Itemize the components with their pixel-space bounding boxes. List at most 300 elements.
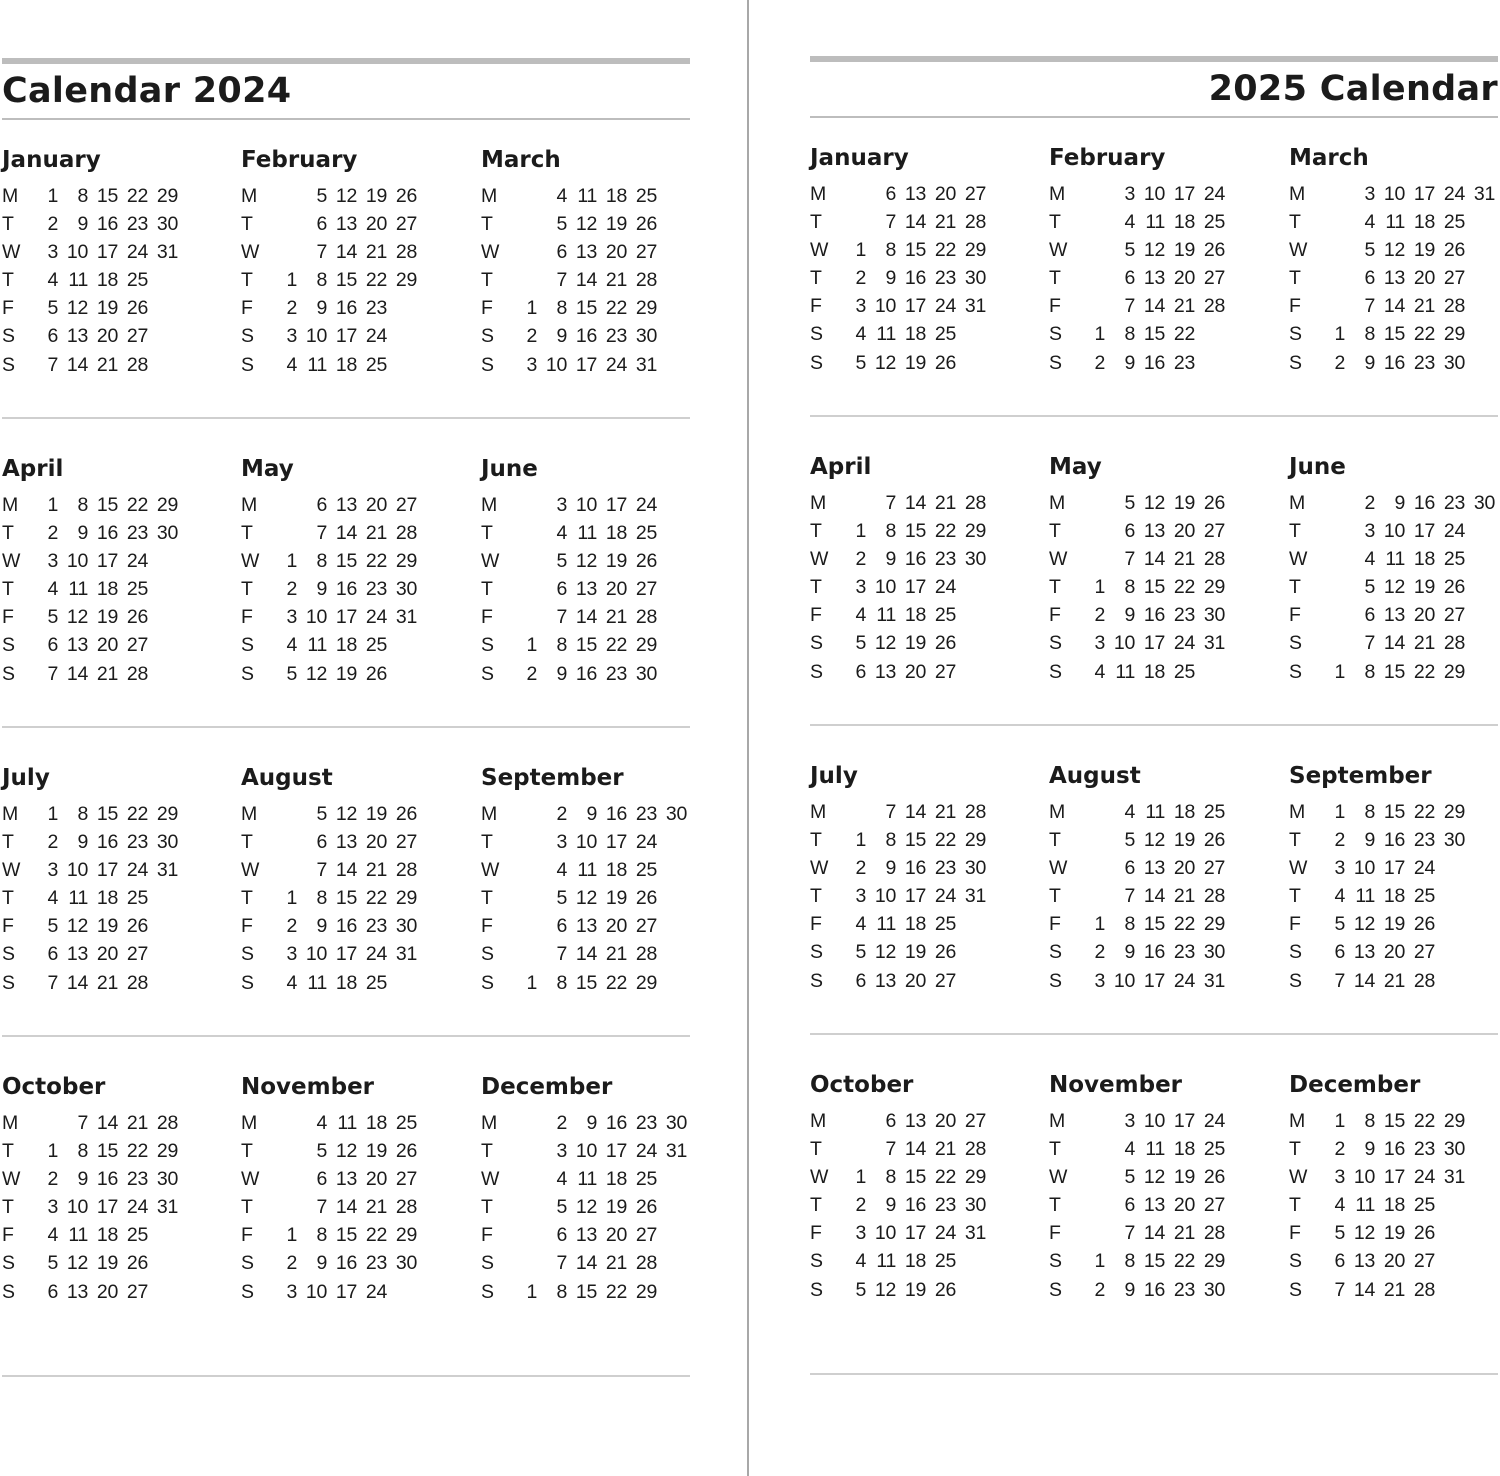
weekday-letter: T [2, 1139, 14, 1162]
weekday-row [241, 856, 417, 884]
day-number: 22 [1413, 1109, 1435, 1132]
day-number: 30 [395, 1252, 417, 1275]
weekday-letter: F [1289, 604, 1301, 627]
weekday-letter: T [810, 828, 822, 851]
weekday-letter: M [2, 184, 19, 207]
day-number: 22 [605, 1280, 627, 1303]
weekday-letter: W [1049, 547, 1068, 570]
day-number: 18 [904, 913, 926, 936]
day-number: 2 [855, 547, 866, 570]
day-number: 14 [335, 521, 357, 544]
weekday-row [1049, 798, 1225, 826]
month-name: June [1289, 454, 1346, 480]
day-number: 19 [365, 184, 387, 207]
day-number: 6 [885, 182, 896, 205]
day-number: 6 [1124, 519, 1135, 542]
day-number: 29 [156, 802, 178, 825]
weekday-letter: M [481, 802, 498, 825]
day-number: 27 [1203, 856, 1225, 879]
month-october [810, 1071, 986, 1301]
day-number: 10 [874, 576, 896, 599]
day-number: 30 [964, 856, 986, 879]
day-number: 23 [635, 1111, 657, 1134]
day-number: 21 [365, 521, 387, 544]
day-number: 8 [1124, 576, 1135, 599]
weekday-letter: S [1289, 1250, 1303, 1273]
day-number: 18 [605, 858, 627, 881]
day-number: 15 [335, 887, 357, 910]
weekday-row [481, 182, 657, 210]
day-number: 7 [885, 1137, 896, 1160]
day-number: 7 [556, 1252, 567, 1275]
day-number: 6 [316, 830, 327, 853]
day-number: 5 [1334, 913, 1345, 936]
day-number: 12 [66, 606, 88, 629]
weekday-letter: M [810, 800, 827, 823]
day-number: 22 [1173, 1250, 1195, 1273]
weekday-row [1289, 180, 1495, 208]
day-number: 7 [1124, 547, 1135, 570]
weekday-letter: M [241, 1111, 258, 1134]
weekday-letter: S [241, 634, 255, 657]
weekday-letter: T [481, 1139, 493, 1162]
day-number: 12 [66, 915, 88, 938]
weekday-row [481, 800, 687, 828]
day-number: 27 [1203, 267, 1225, 290]
weekday-letter: S [1289, 351, 1303, 374]
day-number: 28 [1203, 885, 1225, 908]
day-number: 19 [365, 802, 387, 825]
day-number: 28 [156, 1111, 178, 1134]
day-number: 25 [1203, 210, 1225, 233]
day-number: 10 [874, 1222, 896, 1245]
weekday-row [1289, 264, 1495, 292]
day-number: 7 [316, 240, 327, 263]
day-number: 26 [126, 1252, 148, 1275]
month-february [241, 146, 417, 376]
day-number: 19 [904, 351, 926, 374]
day-number: 28 [395, 521, 417, 544]
day-number: 21 [365, 858, 387, 881]
day-number: 30 [1443, 1137, 1465, 1160]
day-number: 6 [1124, 267, 1135, 290]
day-number: 9 [316, 578, 327, 601]
day-number: 8 [77, 1139, 88, 1162]
weekday-row [241, 1109, 417, 1137]
day-number: 10 [1113, 969, 1135, 992]
day-number: 8 [556, 297, 567, 320]
weekday-letter: F [481, 915, 493, 938]
day-rows [2, 1109, 178, 1306]
day-number: 21 [605, 943, 627, 966]
day-number: 12 [1383, 238, 1405, 261]
day-number: 21 [1413, 632, 1435, 655]
month-july [810, 762, 986, 992]
day-number: 19 [96, 915, 118, 938]
weekday-letter: F [1289, 913, 1301, 936]
weekday-row [1289, 208, 1495, 236]
day-number: 29 [156, 1139, 178, 1162]
day-number: 25 [1173, 660, 1195, 683]
day-number: 23 [635, 802, 657, 825]
day-number: 25 [126, 1224, 148, 1247]
day-number: 6 [855, 969, 866, 992]
weekday-letter: S [481, 353, 495, 376]
day-number: 16 [96, 830, 118, 853]
day-number: 28 [635, 1252, 657, 1275]
day-number: 12 [335, 184, 357, 207]
weekday-row [481, 238, 657, 266]
day-number: 27 [635, 578, 657, 601]
weekday-letter: F [1049, 1222, 1061, 1245]
weekday-letter: T [810, 1137, 822, 1160]
weekday-row [810, 349, 986, 377]
day-number: 6 [47, 1280, 58, 1303]
day-number: 29 [395, 269, 417, 292]
day-number: 19 [605, 1196, 627, 1219]
day-number: 31 [1203, 969, 1225, 992]
weekday-row [481, 856, 687, 884]
day-number: 1 [47, 802, 58, 825]
day-number: 26 [395, 184, 417, 207]
day-number: 2 [1094, 941, 1105, 964]
day-number: 9 [1124, 941, 1135, 964]
day-number: 15 [904, 828, 926, 851]
month-december [1289, 1071, 1465, 1301]
day-number: 18 [335, 634, 357, 657]
day-number: 28 [126, 353, 148, 376]
day-number: 27 [934, 660, 956, 683]
weekday-letter: M [1049, 1109, 1066, 1132]
day-rows [810, 1107, 986, 1304]
weekday-letter: M [241, 802, 258, 825]
day-number: 15 [904, 238, 926, 261]
day-number: 1 [855, 828, 866, 851]
weekday-letter: W [241, 240, 260, 263]
day-number: 17 [335, 325, 357, 348]
weekday-row [1049, 630, 1225, 658]
day-number: 6 [556, 240, 567, 263]
weekday-row [810, 1276, 986, 1304]
weekday-letter: W [241, 549, 260, 572]
weekday-row [2, 351, 178, 379]
day-number: 6 [1364, 267, 1375, 290]
day-number: 3 [855, 295, 866, 318]
weekday-letter: S [481, 634, 495, 657]
day-number: 1 [855, 519, 866, 542]
day-number: 4 [1364, 547, 1375, 570]
weekday-row [810, 293, 986, 321]
day-number: 13 [66, 943, 88, 966]
day-number: 12 [874, 632, 896, 655]
month-name: December [481, 1074, 613, 1100]
day-number: 13 [335, 493, 357, 516]
weekday-row [2, 1137, 178, 1165]
weekday-letter: M [2, 802, 19, 825]
day-number: 13 [575, 1224, 597, 1247]
day-number: 30 [665, 1111, 687, 1134]
day-number: 21 [96, 353, 118, 376]
day-number: 30 [1473, 491, 1495, 514]
day-number: 23 [365, 297, 387, 320]
day-number: 5 [1334, 1222, 1345, 1245]
day-number: 14 [575, 1252, 597, 1275]
weekday-row [2, 1222, 178, 1250]
day-number: 3 [47, 1196, 58, 1219]
weekday-letter: S [1049, 969, 1063, 992]
day-number: 19 [335, 662, 357, 685]
day-number: 8 [885, 238, 896, 261]
weekday-letter: S [810, 969, 824, 992]
day-number: 27 [126, 943, 148, 966]
weekday-letter: T [241, 269, 253, 292]
day-number: 10 [305, 325, 327, 348]
day-number: 29 [1203, 576, 1225, 599]
weekday-letter: F [241, 606, 253, 629]
day-number: 1 [1094, 323, 1105, 346]
weekday-letter: M [1289, 182, 1306, 205]
day-number: 27 [934, 969, 956, 992]
weekday-row [1049, 1135, 1225, 1163]
day-number: 2 [47, 521, 58, 544]
day-number: 23 [605, 662, 627, 685]
weekday-letter: S [810, 1278, 824, 1301]
day-number: 27 [1443, 267, 1465, 290]
day-number: 4 [855, 913, 866, 936]
day-number: 16 [96, 521, 118, 544]
day-number: 22 [605, 634, 627, 657]
day-number: 7 [556, 606, 567, 629]
day-number: 3 [1364, 519, 1375, 542]
day-number: 18 [96, 269, 118, 292]
day-number: 24 [1413, 1165, 1435, 1188]
weekday-letter: T [1049, 576, 1061, 599]
day-rows [241, 491, 417, 688]
weekday-row [2, 210, 178, 238]
weekday-row [2, 547, 178, 575]
weekday-letter: T [2, 212, 14, 235]
weekday-letter: M [241, 184, 258, 207]
day-rows [1049, 798, 1225, 995]
day-number: 24 [635, 493, 657, 516]
day-number: 5 [556, 1196, 567, 1219]
weekday-letter: M [1049, 491, 1066, 514]
weekday-letter: M [241, 493, 258, 516]
day-number: 12 [335, 1139, 357, 1162]
month-december [481, 1073, 687, 1303]
day-number: 15 [1143, 323, 1165, 346]
day-number: 17 [605, 1139, 627, 1162]
day-number: 26 [126, 915, 148, 938]
weekday-row [481, 1250, 687, 1278]
weekday-letter: F [2, 297, 14, 320]
day-number: 15 [96, 184, 118, 207]
day-number: 11 [577, 521, 597, 544]
weekday-row [481, 266, 657, 294]
day-number: 8 [1364, 660, 1375, 683]
day-number: 24 [365, 943, 387, 966]
day-number: 18 [605, 521, 627, 544]
day-number: 9 [1364, 351, 1375, 374]
day-number: 26 [635, 1196, 657, 1219]
day-number: 13 [1383, 604, 1405, 627]
month-name: March [481, 147, 561, 173]
weekday-letter: F [241, 297, 253, 320]
day-number: 13 [66, 1280, 88, 1303]
day-rows [241, 182, 417, 379]
weekday-row [2, 660, 178, 688]
weekday-row [1049, 911, 1225, 939]
title-rule [810, 116, 1498, 118]
weekday-letter: M [1289, 800, 1306, 823]
day-number: 7 [1364, 632, 1375, 655]
day-number: 4 [855, 604, 866, 627]
day-number: 17 [1413, 182, 1435, 205]
day-number: 7 [1334, 1278, 1345, 1301]
day-number: 24 [1173, 969, 1195, 992]
weekday-letter: T [481, 269, 493, 292]
day-number: 12 [1353, 1222, 1375, 1245]
weekday-letter: T [481, 578, 493, 601]
day-number: 23 [126, 1167, 148, 1190]
day-number: 27 [635, 240, 657, 263]
day-number: 21 [1173, 1222, 1195, 1245]
day-number: 6 [47, 634, 58, 657]
day-number: 13 [874, 969, 896, 992]
day-number: 26 [635, 549, 657, 572]
day-number: 15 [904, 1165, 926, 1188]
weekday-letter: T [810, 210, 822, 233]
day-number: 19 [1173, 1165, 1195, 1188]
day-number: 28 [635, 943, 657, 966]
day-number: 30 [156, 1167, 178, 1190]
day-number: 18 [96, 887, 118, 910]
day-number: 8 [1364, 1109, 1375, 1132]
section-divider [2, 726, 690, 728]
day-number: 9 [556, 662, 567, 685]
month-may [241, 455, 417, 685]
day-number: 25 [635, 521, 657, 544]
day-number: 17 [1383, 1165, 1405, 1188]
weekday-row [1049, 349, 1225, 377]
day-number: 25 [126, 578, 148, 601]
day-number: 15 [1383, 800, 1405, 823]
weekday-row [241, 547, 417, 575]
day-number: 4 [286, 353, 297, 376]
day-number: 24 [635, 1139, 657, 1162]
day-number: 18 [365, 1111, 387, 1134]
day-number: 25 [635, 858, 657, 881]
day-number: 5 [855, 941, 866, 964]
month-name: March [1289, 145, 1369, 171]
weekday-row [241, 1137, 417, 1165]
weekday-row [1289, 489, 1495, 517]
day-number: 29 [1203, 1250, 1225, 1273]
weekday-row [241, 1222, 417, 1250]
weekday-row [2, 1109, 178, 1137]
month-name: January [2, 147, 101, 173]
day-rows [2, 491, 178, 688]
weekday-row [241, 266, 417, 294]
month-name: January [810, 145, 909, 171]
weekday-letter: S [1049, 1250, 1063, 1273]
day-number: 15 [1143, 1250, 1165, 1273]
day-number: 13 [575, 578, 597, 601]
weekday-row [1289, 882, 1465, 910]
day-number: 25 [934, 604, 956, 627]
day-number: 28 [1413, 969, 1435, 992]
weekday-row [241, 238, 417, 266]
weekday-letter: T [1289, 267, 1301, 290]
section-divider [2, 1035, 690, 1037]
day-number: 9 [77, 521, 88, 544]
weekday-row [1289, 967, 1465, 995]
weekday-letter: S [810, 351, 824, 374]
weekday-row [2, 295, 178, 323]
month-name: April [2, 456, 64, 482]
day-number: 17 [1173, 182, 1195, 205]
day-number: 25 [1413, 885, 1435, 908]
weekday-letter: S [1289, 660, 1303, 683]
weekday-letter: S [241, 1252, 255, 1275]
day-number: 1 [1334, 800, 1345, 823]
day-number: 2 [1094, 351, 1105, 374]
day-number: 31 [156, 1196, 178, 1219]
day-number: 12 [1383, 576, 1405, 599]
day-number: 12 [66, 297, 88, 320]
weekday-letter: T [810, 519, 822, 542]
day-number: 2 [47, 1167, 58, 1190]
day-number: 30 [964, 267, 986, 290]
day-number: 7 [1124, 885, 1135, 908]
day-number: 10 [575, 830, 597, 853]
day-number: 7 [1334, 969, 1345, 992]
weekday-row [1289, 658, 1495, 686]
month-name: September [1289, 763, 1432, 789]
day-number: 14 [575, 269, 597, 292]
day-number: 6 [47, 943, 58, 966]
weekday-row [810, 1163, 986, 1191]
day-number: 28 [635, 606, 657, 629]
day-number: 9 [1394, 491, 1405, 514]
day-number: 3 [855, 576, 866, 599]
day-number: 29 [1443, 800, 1465, 823]
day-number: 3 [47, 240, 58, 263]
weekday-row [2, 604, 178, 632]
weekday-row [810, 826, 986, 854]
day-number: 14 [96, 1111, 118, 1134]
day-number: 12 [1143, 238, 1165, 261]
day-number: 16 [335, 297, 357, 320]
day-number: 24 [126, 1196, 148, 1219]
section-divider [2, 417, 690, 419]
weekday-letter: T [2, 1196, 14, 1219]
weekday-row [1049, 236, 1225, 264]
day-number: 31 [395, 606, 417, 629]
weekday-letter: F [2, 1224, 14, 1247]
day-number: 11 [1115, 660, 1135, 683]
day-number: 29 [635, 634, 657, 657]
weekday-letter: W [810, 238, 829, 261]
weekday-row [1049, 1191, 1225, 1219]
day-number: 27 [126, 1280, 148, 1303]
weekday-row [1049, 854, 1225, 882]
day-number: 22 [1413, 323, 1435, 346]
day-number: 25 [126, 269, 148, 292]
month-name: October [2, 1074, 106, 1100]
weekday-row [1049, 1163, 1225, 1191]
day-number: 30 [635, 325, 657, 348]
